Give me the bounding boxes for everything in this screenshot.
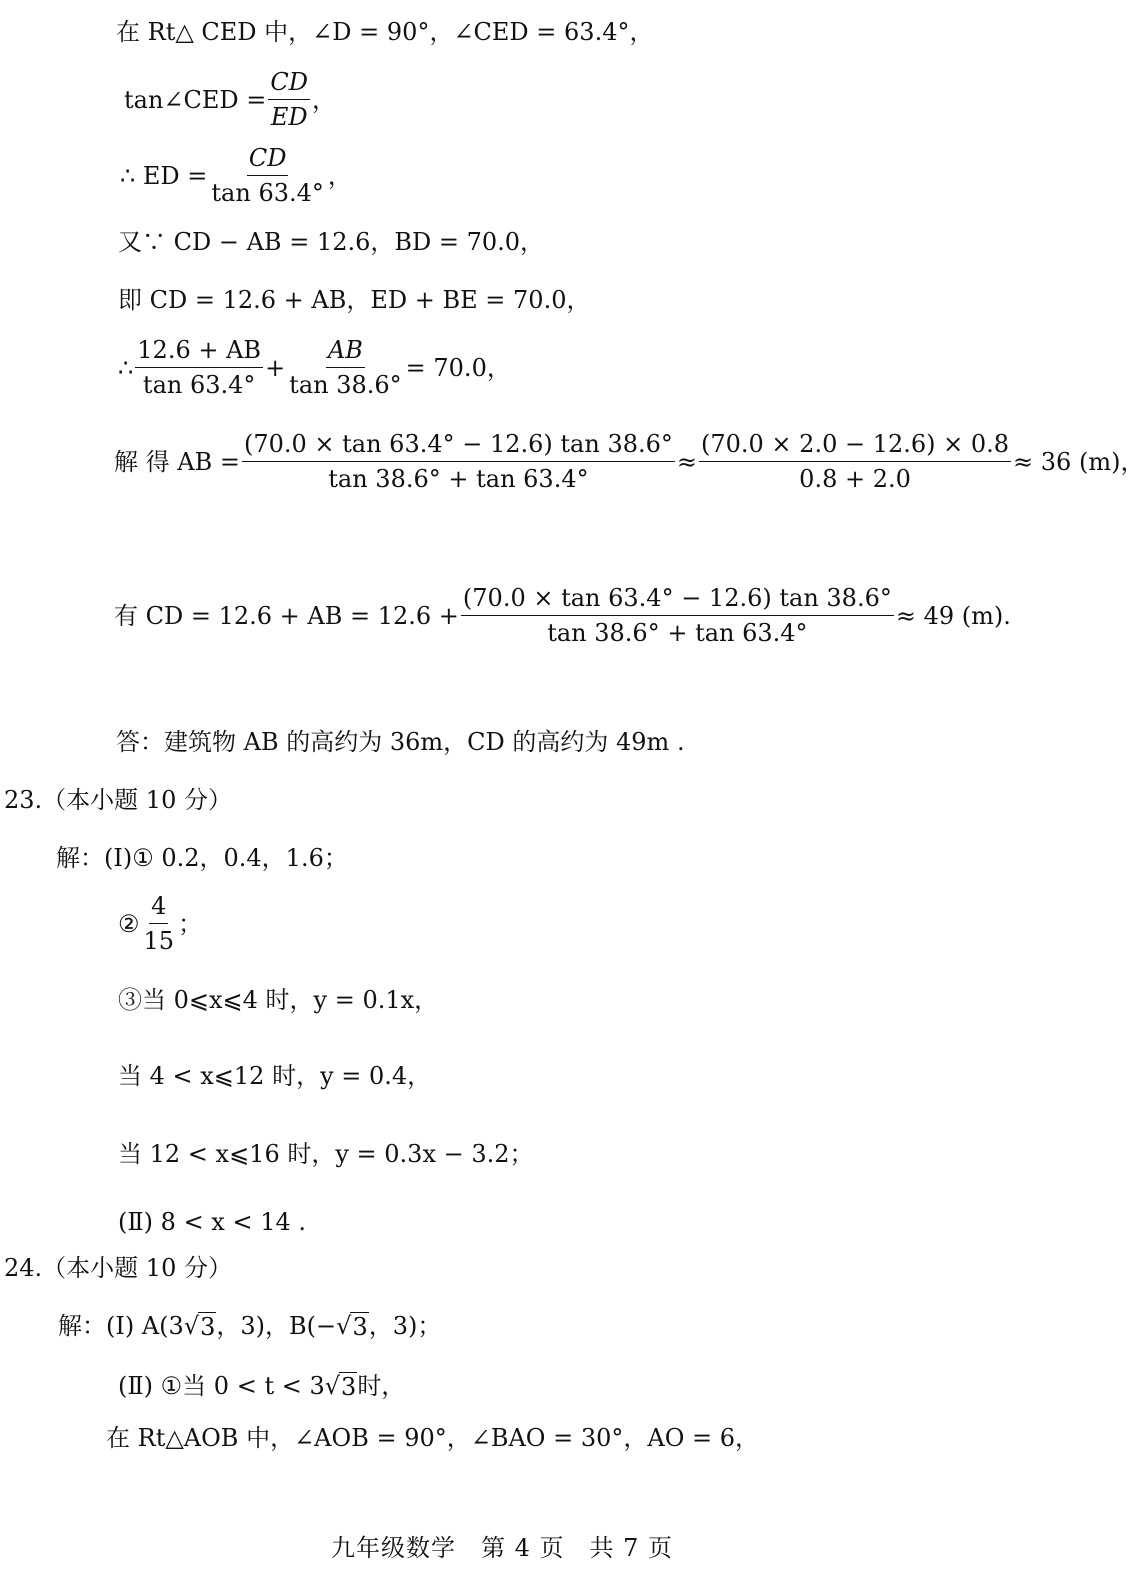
fraction-numerator: CD: [247, 146, 289, 176]
text-segment: ，3)；: [368, 1311, 442, 1340]
question-header: 23.（本小题 10 分）: [4, 786, 232, 814]
page-footer: 九年级数学 第 4 页 共 7 页: [330, 1534, 674, 1562]
equation-rhs: ≈ 49 (m).: [895, 601, 1011, 630]
fraction: [242, 432, 675, 491]
equation-lhs: tan∠CED =: [124, 85, 267, 114]
text-segment: ，3)，B(−: [216, 1311, 337, 1340]
text-segment: (Ⅱ) ①当 0 < t < 3: [118, 1371, 325, 1400]
equation-rhs: ≈ 36 (m)，: [1013, 447, 1144, 476]
cd-equation: [114, 586, 1011, 645]
text-line: (Ⅱ) 8 < x < 14 .: [118, 1208, 307, 1236]
question-header: 24.（本小题 10 分）: [4, 1254, 232, 1282]
text-line: 又∵ CD − AB = 12.6，BD = 70.0，: [118, 228, 545, 256]
text-line: 当 12 < x⩽16 时，y = 0.3x − 3.2；: [118, 1140, 534, 1168]
answer-line: 答：建筑物 AB 的高约为 36m，CD 的高约为 49m .: [116, 728, 685, 756]
therefore-symbol: ∴: [118, 353, 134, 382]
fraction-numerator: 4: [149, 894, 168, 924]
text-line: ③当 0⩽x⩽4 时，y = 0.1x，: [118, 986, 439, 1014]
equation-lhs: 解 得 AB =: [114, 447, 240, 476]
radicand: 3: [200, 1313, 216, 1341]
sqrt-symbol: √: [336, 1311, 352, 1340]
sqrt-symbol: √: [324, 1371, 341, 1400]
equation-lhs: 有 CD = 12.6 + AB = 12.6 +: [114, 601, 459, 630]
fraction: [209, 146, 325, 205]
text-line: 在 Rt△ CED 中，∠D = 90°，∠CED = 63.4°，: [116, 18, 654, 46]
fraction: [268, 70, 310, 129]
approx-sign: ≈: [676, 447, 697, 476]
sqrt-symbol: √: [183, 1311, 200, 1340]
fraction: [461, 586, 894, 645]
fraction: [699, 432, 1011, 491]
fraction-numerator: AB: [326, 338, 365, 368]
fraction-numerator: (70.0 × 2.0 − 12.6) × 0.8: [699, 432, 1011, 462]
coordinates-line: [58, 1312, 441, 1339]
punctuation: ，: [327, 161, 352, 190]
fraction-denominator: tan 38.6°: [289, 371, 402, 399]
equation-lhs: ∴ ED =: [120, 161, 208, 190]
fraction-line: [118, 894, 202, 953]
punctuation: ；: [178, 909, 203, 938]
text-segment: 解：(Ⅰ) A(3: [58, 1311, 184, 1340]
fraction-denominator: 0.8 + 2.0: [799, 465, 911, 493]
fraction: [142, 894, 177, 953]
solve-equation: [114, 432, 1144, 491]
text-segment: 时，: [357, 1371, 406, 1400]
ed-equation: [120, 146, 352, 205]
fraction-numerator: 12.6 + AB: [135, 338, 263, 368]
fraction-denominator: tan 38.6° + tan 63.4°: [328, 465, 589, 493]
text-line: 解：(Ⅰ)① 0.2，0.4，1.6；: [56, 844, 348, 872]
fraction-denominator: ED: [270, 103, 308, 131]
fraction: [287, 338, 403, 397]
condition-line: [118, 1372, 405, 1399]
text-line: 当 4 < x⩽12 时，y = 0.4，: [118, 1062, 432, 1090]
text-line: 即 CD = 12.6 + AB，ED + BE = 70.0，: [118, 286, 591, 314]
circled-number: ②: [118, 909, 140, 938]
plus-sign: +: [265, 353, 286, 382]
fraction: [135, 338, 263, 397]
fraction-numerator: CD: [268, 70, 310, 100]
fraction-denominator: 15: [143, 927, 175, 955]
equation-rhs: = 70.0，: [405, 353, 511, 382]
fraction-denominator: tan 63.4°: [211, 179, 324, 207]
radicand: 3: [341, 1373, 357, 1401]
sum-equation: [118, 338, 511, 397]
fraction-numerator: (70.0 × tan 63.4° − 12.6) tan 38.6°: [461, 586, 894, 616]
punctuation: ，: [312, 85, 336, 114]
fraction-denominator: tan 38.6° + tan 63.4°: [547, 619, 808, 647]
fraction-numerator: (70.0 × tan 63.4° − 12.6) tan 38.6°: [242, 432, 675, 462]
tan-ced-equation: [124, 70, 336, 129]
text-line: 在 Rt△AOB 中，∠AOB = 90°，∠BAO = 30°，AO = 6，: [106, 1424, 760, 1452]
radicand: 3: [352, 1313, 368, 1341]
fraction-denominator: tan 63.4°: [142, 371, 256, 399]
